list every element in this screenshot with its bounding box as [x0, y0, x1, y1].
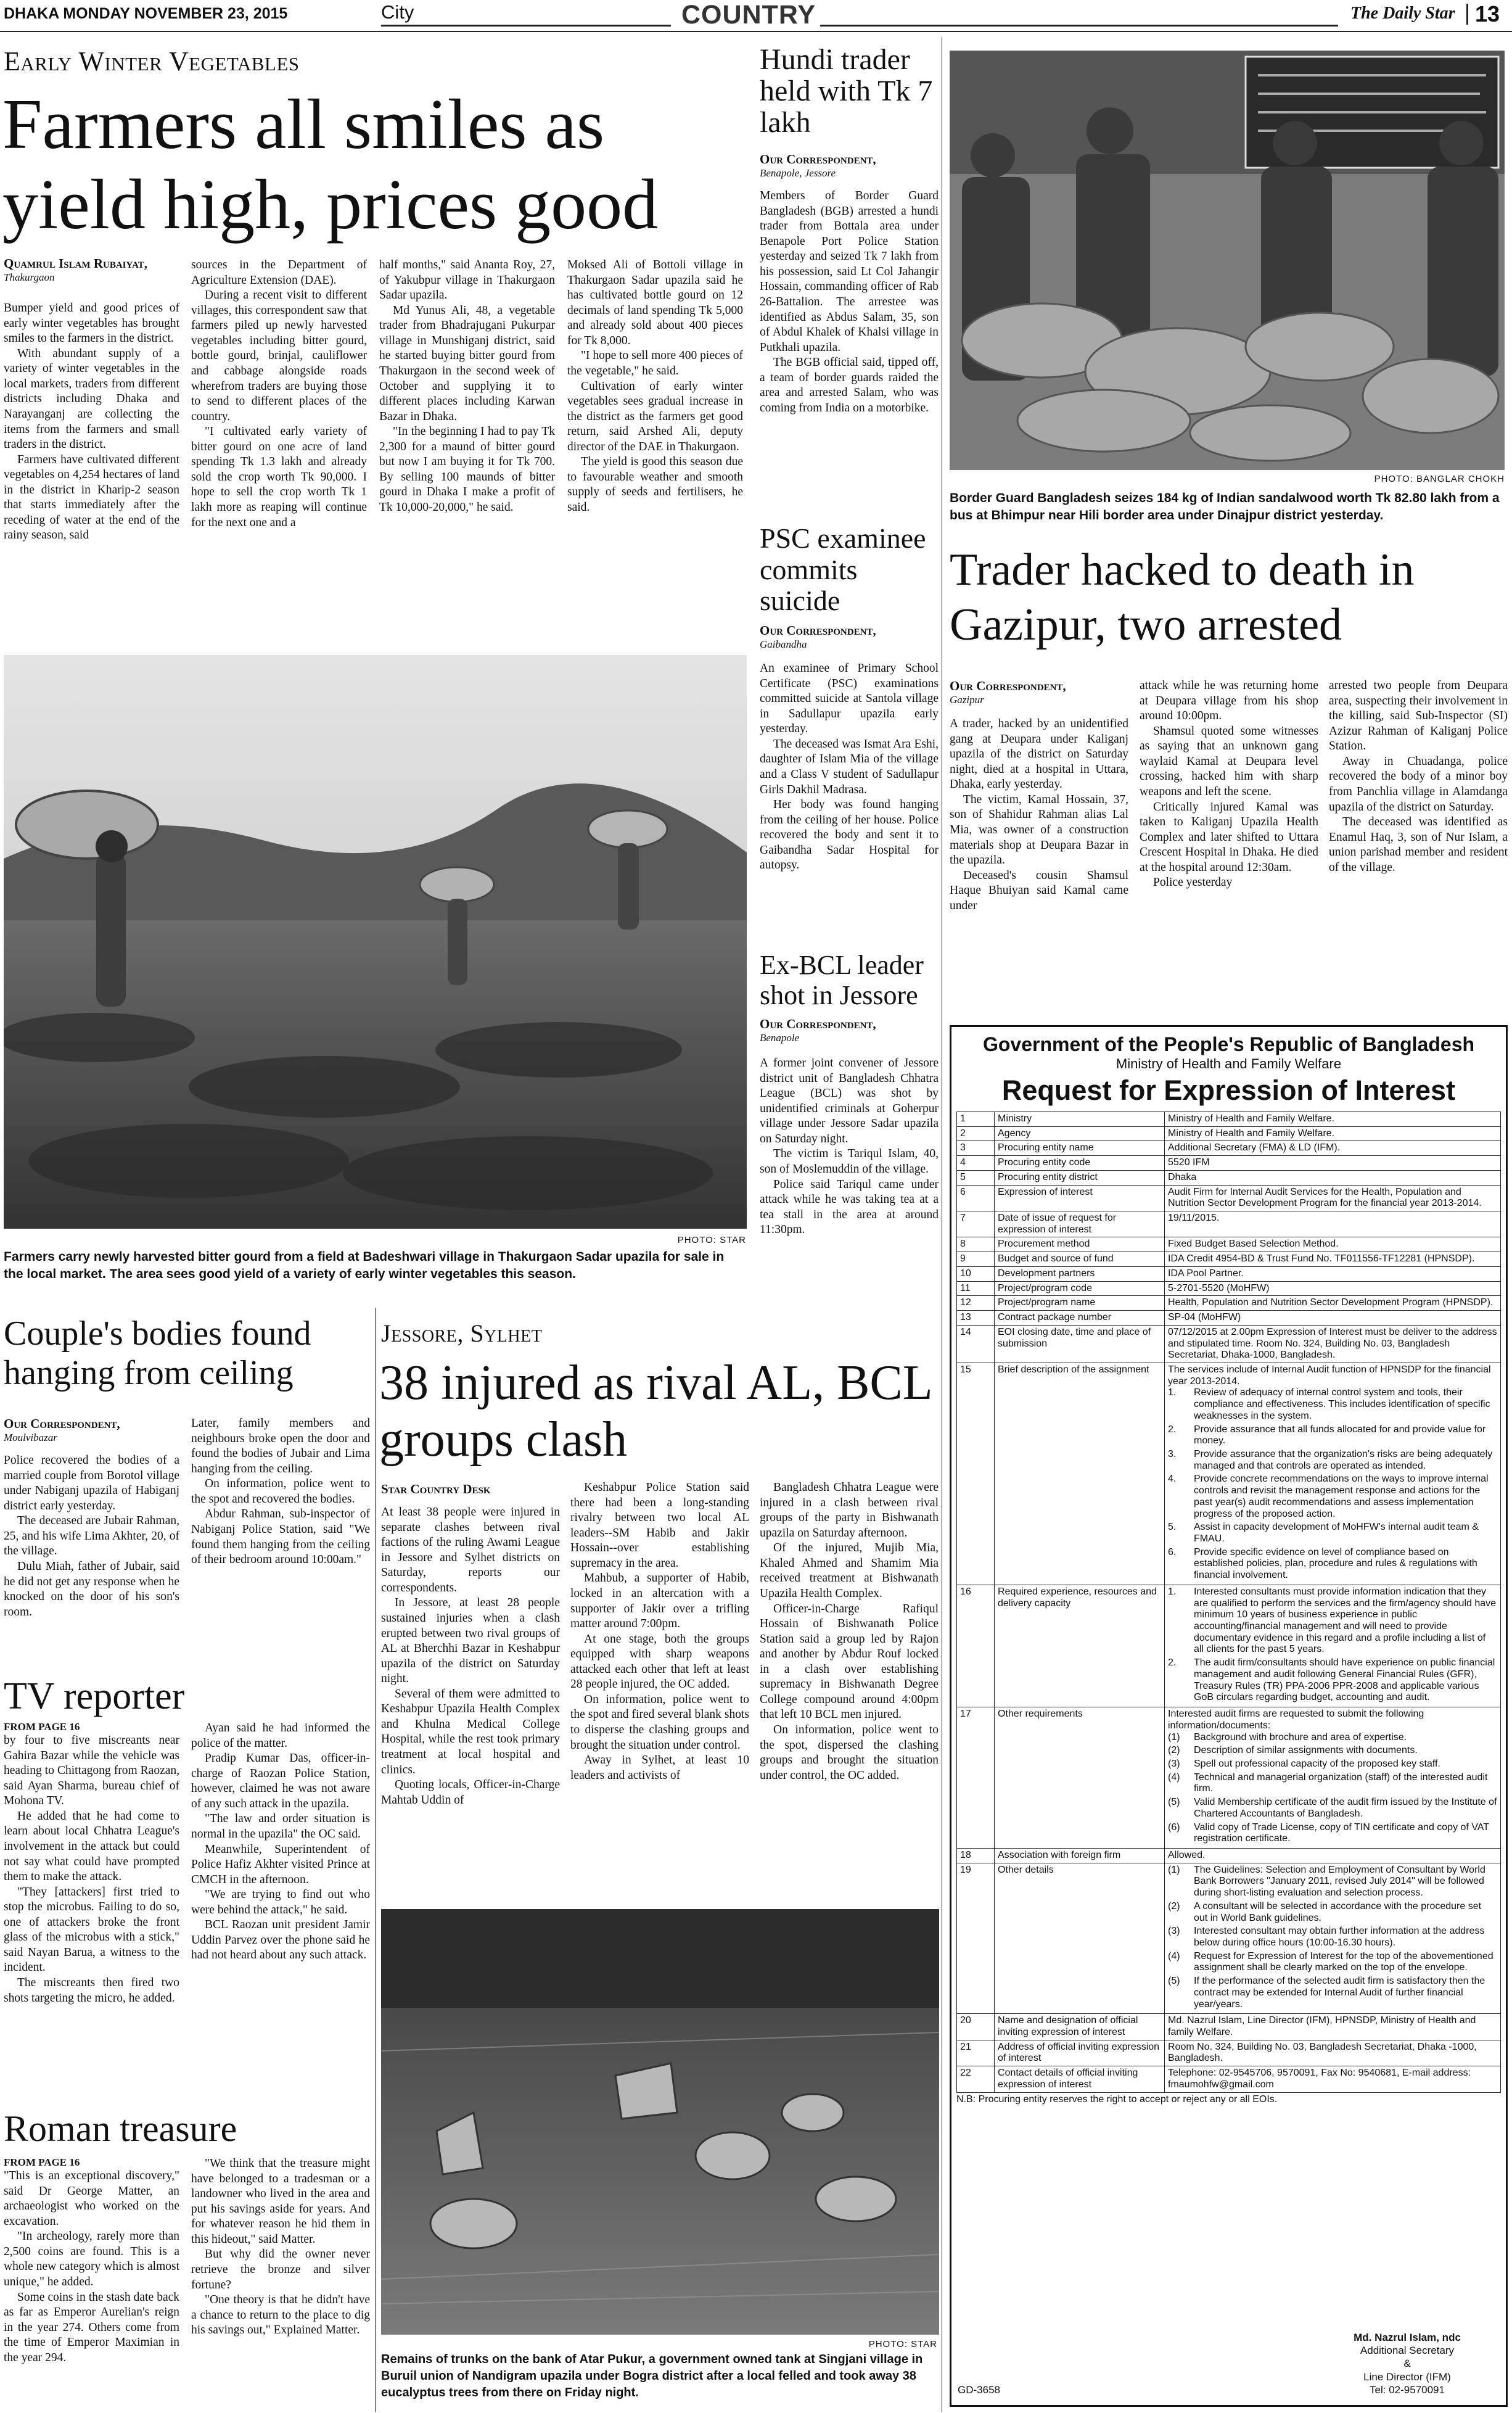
eoi-row-label: Other details	[995, 1863, 1165, 2014]
eoi-list-text: Provide specific evidence on level of compliance based on established policies, plan, procedure and rules & regulations with financial involvement.	[1194, 1546, 1477, 1581]
couple-col-2: Later, family members and neighbours broke open the door and found the bodies of Jubair and Lima hanging from the ceiling. On information, police went to the spot and recovered the bodies. Abdur Rahman, sub-inspector of Nabiganj Police Station, said "We found them hanging from the ceiling of their bedroom around 10:00am."	[191, 1417, 370, 1567]
eoi-list-item	[1168, 1732, 1497, 1744]
eoi-list-text: The audit firm/consultants should have experience on public financial management and audit following General Financial Rules (GFR), Treasury Rules (TR) PPA-2006 PPR-2008 and applicable various GoB circulars regarding budget, accounting and audit.	[1194, 1657, 1495, 1703]
trunks-photo	[381, 1909, 939, 2335]
eoi-row-label: Procuring entity district	[995, 1170, 1165, 1185]
sandalwood-photo-caption: Border Guard Bangladesh seizes 184 kg of Indian sandalwood worth Tk 82.80 lakh from a bus at Bhimpur near Hili border area under Dinajpur district yesterday.	[950, 491, 1500, 523]
eoi-row-value	[1165, 1266, 1501, 1281]
eoi-row-number: 4	[957, 1156, 995, 1171]
roman-col-2: "We think that the treasure might have belonged to a tradesman or a landowner who lived in the area and put his savings aside for years. And for whatever reason he hid them in this hideout," said Matter. But why did the owner never retrieve the bronze and silver fortune? "One theory is that he didn't have a chance to return to the place to dig his savings out," Explained Matter.	[191, 2157, 370, 2337]
eoi-row-list	[1168, 1865, 1497, 2011]
eoi-row	[957, 1211, 1501, 1237]
eoi-row-value	[1165, 1112, 1501, 1127]
eoi-row-number: 14	[957, 1325, 995, 1363]
eoi-row-value	[1165, 1311, 1501, 1326]
eoi-row-text: 5520 IFM	[1168, 1157, 1210, 1168]
eoi-row-text: Fixed Budget Based Selection Method.	[1168, 1239, 1339, 1250]
eoi-row-value	[1165, 1281, 1501, 1296]
farmers-col-1: Bumper yield and good prices of early winter vegetables has brought smiles to the farmers in the district. With abundant supply of a variety of winter vegetables in the local markets, traders from different districts including Dhaka and Narayanganj are collecting the items from the farmers and small traders in the district. Farmers have cultivated different vegetables on 4,254 hectares of land in the district in Kharip-2 season that starts immediately after the receding of water at the end of the rainy season, said	[4, 302, 179, 542]
trunks-photo-caption: Remains of trunks on the bank of Atar Pukur, a government owned tank at Singjani village in Buruil union of Nandigram upazila under Bogra district after a local felled and took away 38 eucalyptus trees from there on Friday night.	[381, 2353, 923, 2399]
masthead-section: COUNTRY	[681, 0, 816, 30]
eoi-row	[957, 1325, 1501, 1363]
eoi-row	[957, 1848, 1501, 1863]
ad-sig-name: Md. Nazrul Islam, ndc	[1354, 2331, 1461, 2343]
eoi-row-value	[1165, 2014, 1501, 2040]
roman-col-1: "This is an exceptional discovery," said Dr George Matter, an archaeologist who worked on the excavation. "In archeology, rarely more than 2,500 coins are found. This is a whole new category which is almost unique," he added. Some coins in the stash date back as far as Emperor Aurelian's reign in the year 274. Others come from the time of Emperor Maximian in the year 294.	[4, 2169, 179, 2364]
eoi-row-text: SP-04 (MoHFW)	[1168, 1312, 1241, 1323]
eoi-row	[957, 1237, 1501, 1252]
eoi-row-number: 18	[957, 1848, 995, 1863]
eoi-list-text: Provide concrete recommendations on the ways to improve internal controls and revisit the management response and actions for the past year(s) audit recommendations and assess implementation progress of the proposed action.	[1194, 1474, 1489, 1519]
tv-headline: TV reporter	[4, 1675, 185, 1717]
hundi-place: Benapole, Jessore	[760, 167, 836, 179]
eoi-row-number: 5	[957, 1170, 995, 1185]
farmers-kicker: Early Winter Vegetables	[4, 46, 300, 76]
column-rule-left	[375, 1308, 376, 2412]
eoi-row-number: 10	[957, 1266, 995, 1281]
eoi-list-number: 4.	[1168, 1474, 1177, 1485]
clash-headline: 38 injured as rival AL, BCL groups clash	[379, 1356, 931, 1467]
eoi-row-text: Interested audit firms are requested to submit the following information/documents:	[1168, 1709, 1424, 1731]
eoi-row-label: Contract package number	[995, 1311, 1165, 1326]
eoi-row	[957, 2014, 1501, 2040]
eoi-row-text: Telephone: 02-9545706, 9570091, Fax No: 9540681, E-mail address: fmaumohfw@gmail.com	[1168, 2068, 1471, 2090]
eoi-list-item	[1168, 1951, 1497, 1974]
eoi-row-number: 1	[957, 1112, 995, 1127]
eoi-row-value	[1165, 1296, 1501, 1311]
eoi-row-number: 6	[957, 1185, 995, 1211]
eoi-row-label: Project/program code	[995, 1281, 1165, 1296]
eoi-list-text: Provide assurance that all funds allocated for and provide value for money.	[1194, 1424, 1486, 1446]
eoi-row-label: Contact details of official inviting expression of interest	[995, 2066, 1165, 2092]
eoi-row-text: IDA Pool Partner.	[1168, 1268, 1244, 1279]
eoi-row-label: Procuring entity code	[995, 1156, 1165, 1171]
eoi-list-item	[1168, 1387, 1497, 1422]
eoi-list-number: 6.	[1168, 1546, 1177, 1557]
eoi-list-text: Background with brochure and area of expertise.	[1194, 1731, 1407, 1743]
eoi-row-label: Ministry	[995, 1112, 1165, 1127]
ad-sig-tel: Tel: 02-9570091	[1370, 2383, 1445, 2396]
eoi-row-label: Brief description of the assignment	[995, 1363, 1165, 1585]
eoi-row-text: Ministry of Health and Family Welfare.	[1168, 1128, 1335, 1139]
eoi-row	[957, 1252, 1501, 1267]
eoi-row-value	[1165, 1126, 1501, 1141]
eoi-list-text: A consultant will be selected in accordance with the procedure set out in World Bank guidelines.	[1194, 1900, 1482, 1923]
farmers-photo	[4, 655, 747, 1229]
eoi-row-label: Project/program name	[995, 1296, 1165, 1311]
eoi-list-number: (1)	[1168, 1731, 1180, 1743]
eoi-row-value	[1165, 1252, 1501, 1267]
eoi-list-item	[1168, 1822, 1497, 1845]
eoi-row-value	[1165, 2066, 1501, 2092]
eoi-row-text: 5-2701-5520 (MoHFW)	[1168, 1282, 1270, 1293]
eoi-row-number: 19	[957, 1863, 995, 2014]
eoi-row-list	[1168, 1387, 1497, 1582]
couple-byline-block	[4, 1416, 179, 1444]
eoi-list-text: Request for Expression of Interest for the top of the abovementioned assignment shall be clearly marked on the top of the envelope.	[1194, 1950, 1494, 1973]
eoi-row-text: Dhaka	[1168, 1171, 1197, 1182]
masthead-rule-right	[820, 25, 1338, 27]
eoi-row-label: Date of issue of request for expression of interest	[995, 1211, 1165, 1237]
eoi-row-number: 21	[957, 2040, 995, 2066]
eoi-row-value	[1165, 1848, 1501, 1863]
bcl-place: Benapole	[760, 1032, 800, 1044]
masthead-page-number: 13	[1475, 1, 1500, 27]
eoi-list-item	[1168, 1657, 1497, 1704]
eoi-list-text: Assist in capacity development of MoHFW's internal audit team & FMAU.	[1194, 1522, 1479, 1544]
eoi-row-number: 3	[957, 1141, 995, 1156]
eoi-row-label: Other requirements	[995, 1707, 1165, 1849]
eoi-list-number: 1.	[1168, 1387, 1177, 1398]
eoi-list-number: (2)	[1168, 1900, 1180, 1912]
eoi-row-text: 19/11/2015.	[1168, 1213, 1220, 1224]
eoi-row-text: Md. Nazrul Islam, Line Director (IFM), HPNSDP, Ministry of Health and family Welfare.	[1168, 2015, 1476, 2038]
ad-sig-title3: Line Director (IFM)	[1363, 2370, 1451, 2383]
eoi-row-text: Audit Firm for Internal Audit Services for the Health, Population and Nutrition Sector Development Program for the financial year 2013-2014.	[1168, 1186, 1482, 1209]
ad-note: N.B: Procuring entity reserves the right to accept or reject any or all EOIs.	[956, 2093, 1278, 2105]
farmers-photo-credit: PHOTO: STAR	[677, 1235, 746, 1245]
bcl-headline: Ex-BCL leader shot in Jessore	[760, 950, 924, 1011]
roman-headline: Roman treasure	[4, 2108, 237, 2149]
eoi-row-value	[1165, 1585, 1501, 1707]
eoi-row-value	[1165, 1211, 1501, 1237]
eoi-row	[957, 1112, 1501, 1127]
farmers-photo-caption: Farmers carry newly harvested bitter gourd from a field at Badeshwari village in Thakurgaon Sadar upazila for sale in the local market. The area sees good yield of a variety of early winter vegetables this season.	[4, 1250, 725, 1282]
eoi-row	[957, 1126, 1501, 1141]
eoi-row	[957, 1266, 1501, 1281]
eoi-row-number: 16	[957, 1585, 995, 1707]
eoi-list-item	[1168, 1797, 1497, 1820]
clash-col-2: Keshabpur Police Station said there had been a long-standing rivalry between two local AL leaders--SM Habib and Jakir Hossain--over establishing supremacy in the area. Mahbub, a supporter of Habib, locked in an altercation with a supporter of Jakir over a trifling matter around 7:00pm. At one stage, both the groups equipped with sharp weapons attacked each other that left at least 28 people injured, the OC added. On information, police went to the spot and fired several blank shots to disperse the clashing groups and brought the situation under control. Away in Sylhet, at least 10 leaders and activists of	[570, 1481, 749, 1782]
ad-title-ministry: Ministry of Health and Family Welfare	[1116, 1056, 1342, 1071]
masthead-dateline: DHAKA MONDAY NOVEMBER 23, 2015	[4, 5, 288, 22]
eoi-list-number: (4)	[1168, 1772, 1180, 1783]
eoi-row-label: Procuring entity name	[995, 1141, 1165, 1156]
eoi-list-item	[1168, 1745, 1497, 1757]
eoi-row-value	[1165, 1363, 1501, 1585]
ad-code: GD-3658	[958, 2384, 1000, 2396]
trader-headline: Trader hacked to death in Gazipur, two arrested	[950, 545, 1415, 650]
eoi-row	[957, 2040, 1501, 2066]
eoi-list-number: (3)	[1168, 1926, 1180, 1937]
ad-sig-title1: Additional Secretary	[1360, 2345, 1455, 2356]
eoi-list-number: (5)	[1168, 1797, 1180, 1808]
trader-col-3: arrested two people from Deupara area, suspecting their involvement in the killing, said Sub-Inspector (SI) Azizur Rahman of Kaliganj Police Station. Away in Chuadanga, police recovered the body of a minor boy from Panchlia village in Alamdanga upazila of the district on Saturday. The deceased was identified as Enamul Haq, 3, son of Nur Islam, a union parishad member and resident of the village.	[1329, 679, 1508, 874]
psc-byline-block	[760, 623, 939, 651]
couple-col-1: Police recovered the bodies of a married couple from Borotol village under Nabiganj upazila of Habiganj district early yesterday. The deceased are Jubair Rahman, 25, and his wife Lima Akhter, 20, of the village. Dulu Miah, father of Jubair, said he did not get any response when he knocked on the door of his son's room.	[4, 1454, 179, 1619]
eoi-list-text: Technical and managerial organization (staff) of the interested audit firm.	[1194, 1772, 1488, 1794]
eoi-list-text: Interested consultants must provide information indication that they are qualified to perform the services and the firm/agency should have minimum 10 years of business experience in public accounting/financial management and will need to provide documentary evidence in this regard and a profile including a list of all clients for the past 5 years.	[1194, 1586, 1497, 1655]
eoi-row-label: Development partners	[995, 1266, 1165, 1281]
tv-jump-label: FROM PAGE 16	[4, 1721, 80, 1733]
ad-title-request: Request for Expression of Interest	[1001, 1075, 1456, 1106]
eoi-row-number: 9	[957, 1252, 995, 1267]
eoi-row-text: The services include of Internal Audit function of HPNSDP for the financial year 2013-2014.	[1168, 1364, 1491, 1387]
eoi-list-item	[1168, 1901, 1497, 1924]
eoi-list-text: If the performance of the selected audit firm is satisfactory then the contract may be extended for Internal Audit of further financial year/years.	[1194, 1976, 1485, 2010]
eoi-table	[956, 1112, 1501, 2093]
eoi-row-number: 17	[957, 1707, 995, 1849]
trader-col-1: A trader, hacked by an unidentified gang at Deupara under Kaliganj upazila of the district on Saturday night, died at a hospital in Uttara, Dhaka, early yesterday. The victim, Kamal Hossain, 37, son of Shahidur Rahman alias Lal Mia, was owner of a construction materials shop at Deupara Bazar in the upazila. Deceased's cousin Shamsul Haque Bhuiyan said Kamal came under	[950, 717, 1128, 912]
eoi-row-text: Additional Secretary (FMA) & LD (IFM).	[1168, 1142, 1341, 1153]
eoi-row-number: 13	[957, 1311, 995, 1326]
eoi-row-value	[1165, 1156, 1501, 1171]
eoi-row-text: Allowed.	[1168, 1849, 1206, 1860]
bcl-body: A former joint convener of Jessore district unit of Bangladesh Chhatra League (BCL) was shot by unidentified criminals at Goherpur village under Jessore Sadar upazila on Saturday night. The victim is Tariqul Islam, 40, son of Moslemuddin of the village. Police said Tariqul came under attack while he was taking tea at a tea stall in the area at around 11:30pm.	[760, 1057, 939, 1237]
clash-kicker: Jessore, Sylhet	[381, 1319, 543, 1347]
eoi-list-number: 2.	[1168, 1424, 1177, 1435]
bcl-byline: Our Correspondent,	[760, 1017, 876, 1031]
eoi-list-text: Valid Membership certificate of the audit firm issued by the Institute of Chartered Accountants of Bangladesh.	[1194, 1797, 1497, 1819]
eoi-row	[957, 1863, 1501, 2014]
eoi-row-value	[1165, 1237, 1501, 1252]
eoi-row	[957, 1185, 1501, 1211]
eoi-row-label: Expression of interest	[995, 1185, 1165, 1211]
eoi-list-item	[1168, 1474, 1497, 1520]
hundi-byline-block	[760, 152, 939, 179]
farmers-col-2: sources in the Department of Agriculture Extension (DAE). During a recent visit to different villages, this correspondent saw that farmers piled up newly harvested vegetables including bitter gourd, bottle gourd, brinjal, cauliflower and cabbage alongside roads wherefrom traders are buying those to send to different places of the country. "I cultivated early variety of bitter gourd on one acre of land spending Tk 1.3 lakh and already sold the crop worth Tk 90,000. I hope to sell the crop worth Tk 1 lakh more as reaping will continue for the next one and a	[191, 258, 367, 529]
eoi-row-number: 11	[957, 1281, 995, 1296]
ad-title-government: Government of the People's Republic of Bangladesh	[982, 1033, 1475, 1055]
eoi-row-value	[1165, 1325, 1501, 1363]
farmers-col-4: Moksed Ali of Bottoli village in Thakurgaon Sadar upazila said he has cultivated bottle gourd on 12 decimals of land spending Tk 5,000 and already sold about 400 pieces for Tk 8,000. "I hope to sell more 400 pieces of the vegetable," he said. Cultivation of early winter vegetables sees gradual increase in the district as the farmers get good return, said Arshed Ali, deputy director of the DAE in Thakurgaon. The yield is good this season due to favourable weather and smooth supply of seeds and fertilisers, he said.	[567, 258, 743, 514]
eoi-list-number: 2.	[1168, 1657, 1177, 1668]
eoi-row-text: Health, Population and Nutrition Sector Development Program (HPNSDP).	[1168, 1297, 1494, 1308]
eoi-list-number: (6)	[1168, 1821, 1180, 1833]
farmers-place: Thakurgaon	[4, 271, 55, 284]
eoi-row	[957, 1156, 1501, 1171]
eoi-row-value	[1165, 2040, 1501, 2066]
eoi-list-number: (5)	[1168, 1976, 1180, 1987]
eoi-row	[957, 1585, 1501, 1707]
eoi-row	[957, 1363, 1501, 1585]
clash-col-3: Bangladesh Chhatra League were injured in a clash between rival groups of the party in Bishwanath upazila on Saturday afternoon. Of the injured, Mujib Mia, Khaled Ahmed and Shamim Mia received treatment at Bishwanath Upazila Health Complex. Officer-in-Charge Rafiqul Hossain of Bishwanath Police Station said a group led by Rajon and another by Abdur Rouf locked in a clash over establishing supremacy in Bishwanath Degree College compound around 4:00pm that left 10 BCL men injured. On information, police went to the spot, dispersed the clashing groups and brought the situation under control, the OC added.	[760, 1481, 939, 1782]
ad-sig-title2: &	[1403, 2357, 1411, 2370]
eoi-list-item	[1168, 1449, 1497, 1472]
trader-byline-block	[950, 679, 1128, 706]
eoi-row-value	[1165, 1185, 1501, 1211]
eoi-row-label: Required experience, resources and delivery capacity	[995, 1585, 1165, 1707]
eoi-list-item	[1168, 1522, 1497, 1545]
clash-col-1: At least 38 people were injured in separate clashes between rival factions of the ruling Awami League in Jessore and Sylhet districts on Saturday, reports our correspondents. In Jessore, at least 28 people sustained injuries when a clash erupted between two rival groups of AL at Bherchhi Bazar in Keshabpur upazila of the district on Saturday night. Several of them were admitted to Keshabpur Upazila Health Complex and Khulna Medical College Hospital, while the rest took primary treatment at local hospital and clinics. Quoting locals, Officer-in-Charge Mahtab Uddin of	[381, 1506, 560, 1807]
eoi-row-label: EOI closing date, time and place of submission	[995, 1325, 1165, 1363]
eoi-row	[957, 1707, 1501, 1849]
sandalwood-photo	[950, 51, 1505, 470]
eoi-row-text: 07/12/2015 at 2.00pm Expression of Interest must be deliver to the address and stipulated time. Room No. 324, Building No. 03, Bangladesh Secretariat, Dhaka-1000, Bangladesh.	[1168, 1326, 1497, 1361]
trader-col-2: attack while he was returning home at Deupara village from his shop around 10:00pm. Shamsul quoted some witnesses as saying that an unknown gang waylaid Kamal at Deupara level crossing, hacked him with sharp weapons and left the scene. Critically injured Kamal was taken to Kaliganj Upazila Health Complex and later shifted to Uttara Crescent Hospital in Dhaka. He died at the hospital around 12:30am. Police yesterday	[1140, 679, 1318, 889]
bcl-byline-block	[760, 1017, 939, 1044]
eoi-list-text: Description of similar assignments with documents.	[1194, 1745, 1418, 1756]
eoi-list-number: 1.	[1168, 1586, 1177, 1597]
eoi-list-item	[1168, 1865, 1497, 1899]
eoi-list-text: The Guidelines: Selection and Employment of Consultant by World Bank Borrowers "January 2011, revised July 2014" will be followed during short-listing evaluation and selection process.	[1194, 1864, 1485, 1899]
eoi-list-item	[1168, 1926, 1497, 1949]
eoi-list-number: (3)	[1168, 1758, 1180, 1769]
eoi-list-item	[1168, 1772, 1497, 1795]
eoi-row-value	[1165, 1707, 1501, 1849]
hundi-byline: Our Correspondent,	[760, 152, 876, 167]
roman-jump-label: FROM PAGE 16	[4, 2156, 80, 2168]
farmers-headline: Farmers all smiles as yield high, prices good	[2, 85, 659, 244]
farmers-byline: Quamrul Islam Rubaiyat,	[4, 256, 147, 271]
eoi-row-label: Name and designation of official inviting expression of interest	[995, 2014, 1165, 2040]
couple-headline: Couple's bodies found hanging from ceiling	[4, 1314, 311, 1393]
eoi-list-item	[1168, 1586, 1497, 1656]
eoi-list-number: (4)	[1168, 1950, 1180, 1961]
masthead-paper-logo: The Daily Star	[1350, 4, 1455, 23]
eoi-row-label: Procurement method	[995, 1237, 1165, 1252]
eoi-row-value	[1165, 1863, 1501, 2014]
eoi-list-number: (1)	[1168, 1864, 1180, 1875]
eoi-row	[957, 1170, 1501, 1185]
sandalwood-photo-credit: PHOTO: BANGLAR CHOKH	[1374, 474, 1505, 484]
clash-byline: Star Country Desk	[381, 1482, 491, 1496]
eoi-list-text: Valid copy of Trade License, copy of TIN certificate and copy of VAT registration certificate.	[1194, 1821, 1489, 1844]
eoi-row-number: 15	[957, 1363, 995, 1585]
eoi-row-label: Budget and source of fund	[995, 1252, 1165, 1267]
eoi-list-text: Review of adequacy of internal control system and tools, their compliance and effectiveness. This includes identification of specific weaknesses in the system.	[1194, 1387, 1490, 1421]
masthead-divider	[1466, 4, 1468, 25]
eoi-row-label: Address of official inviting expression of interest	[995, 2040, 1165, 2066]
farmers-field-image	[4, 655, 747, 1229]
eoi-row-text: Room No. 324, Building No. 03, Bangladesh Secretariat, Dhaka -1000, Bangladesh.	[1168, 2041, 1477, 2064]
eoi-list-item	[1168, 1759, 1497, 1770]
trader-place: Gazipur	[950, 694, 984, 706]
trunks-photo-credit: PHOTO: STAR	[868, 2339, 937, 2349]
eoi-row-text: Ministry of Health and Family Welfare.	[1168, 1113, 1335, 1124]
eoi-row-text: IDA Credit 4954-BD & Trust Fund No. TF011556-TF12281 (HPNSDP).	[1168, 1253, 1475, 1264]
psc-headline: PSC examinee commits suicide	[760, 522, 926, 617]
psc-byline: Our Correspondent,	[760, 623, 876, 638]
eoi-row-number: 8	[957, 1237, 995, 1252]
sandalwood-seizure-image	[950, 51, 1505, 470]
psc-place: Gaibandha	[760, 638, 807, 651]
eoi-list-text: Provide assurance that the organization's risks are being adequately managed and that controls are operated as intended.	[1194, 1448, 1493, 1471]
eoi-row-value	[1165, 1141, 1501, 1156]
ad-signature	[1315, 2331, 1500, 2396]
eoi-row-number: 22	[957, 2066, 995, 2092]
couple-byline: Our Correspondent,	[4, 1416, 120, 1431]
masthead-city: City	[381, 1, 414, 23]
hundi-body: Members of Border Guard Bangladesh (BGB) arrested a hundi trader from Bottala area under Benapole Port Police Station yesterday and seized Tk 7 lakh from his possession, said Lt Col Jahangir Hossain, commanding officer of Rab 26-Battalion. The arrestee was identified as Abdus Salam, 35, son of Abdul Khalek of Khalsi village in Putkhali upazila. The BGB official said, tipped off, a team of border guards raided the area and arrested Salam, who was coming from India on a motorbike.	[760, 189, 939, 415]
farmers-byline-block	[4, 256, 179, 284]
eoi-list-number: 5.	[1168, 1522, 1177, 1533]
eoi-row	[957, 1141, 1501, 1156]
eoi-list-text: Interested consultant may obtain further information at the address below during office hours (10:00-16.30 hours).	[1194, 1926, 1485, 1948]
hundi-headline: Hundi trader held with Tk 7 lakh	[760, 43, 933, 139]
eoi-row-label: Agency	[995, 1126, 1165, 1141]
eoi-row	[957, 2066, 1501, 2092]
masthead-rule-left	[381, 25, 671, 27]
eoi-list-item	[1168, 1547, 1497, 1582]
eoi-row-list	[1168, 1732, 1497, 1845]
eoi-row	[957, 1281, 1501, 1296]
tree-trunks-image	[381, 1909, 939, 2335]
farmers-col-3: half months," said Ananta Roy, 27, of Yakubpur village in Thakurgaon Sadar upazila. Md Yunus Ali, 48, a vegetable trader from Bhadrajugani Pukurpar village in Munshiganj district, said he started buying bitter gourd from Thakurgaon in the second week of October and supplying it to different places including Karwan Bazar in Dhaka. "In the beginning I had to pay Tk 2,300 for a maund of bitter gourd but now I am buying it for Tk 700. By selling 100 maunds of bitter gourd in Dhaka I make a profit of Tk 10,000-20,000," he said.	[379, 258, 555, 514]
eoi-list-number: 3.	[1168, 1448, 1177, 1459]
psc-body: An examinee of Primary School Certificate (PSC) examinations committed suicide at Santola village in Sadullapur upazila early yesterday. The deceased was Ismat Ara Eshi, daughter of Islam Mia of the village and a Class V student of Sadullapur Girls Dakhil Madrasa. Her body was found hanging from the ceiling of her house. Police recovered the body and sent it to Gaibandha Sadar Hospital for autopsy.	[760, 662, 939, 872]
masthead-bottom-rule	[0, 31, 1512, 32]
eoi-row-value	[1165, 1170, 1501, 1185]
eoi-list-text: Spell out professional capacity of the proposed key staff.	[1194, 1758, 1440, 1769]
eoi-row	[957, 1296, 1501, 1311]
eoi-row	[957, 1311, 1501, 1326]
eoi-row-label: Association with foreign firm	[995, 1848, 1165, 1863]
eoi-advertisement	[950, 1025, 1508, 2407]
couple-place: Moulvibazar	[4, 1432, 57, 1444]
tv-col-2: Ayan said he had informed the police of the matter. Pradip Kumar Das, officer-in-charge of Raozan Police Station, however, claimed he was not aware of any such attack in the upazila. "The law and order situation is normal in the upazila" the OC said. Meanwhile, Superintendent of Police Hafiz Akhter visited Prince at CMCH in the afternoon. "We are trying to find out who were behind the attack," he said. BCL Raozan unit president Jamir Uddin Parvez over the phone said he had not heard about any such attack.	[191, 1722, 370, 1962]
eoi-row-number: 2	[957, 1126, 995, 1141]
eoi-list-item	[1168, 1976, 1497, 2010]
eoi-row-number: 12	[957, 1296, 995, 1311]
eoi-row-number: 20	[957, 2014, 995, 2040]
eoi-list-item	[1168, 1424, 1497, 1447]
tv-col-1: by four to five miscreants near Gahira Bazar while the vehicle was heading to Chittagong from Raozan, said Ayan Sharma, bureau chief of Mohona TV. He added that he had come to learn about local Chhatra League's involvement in the attack but could not say what could have prompted them to make the attack. "They [attackers] first tried to stop the microbus. Failing to do so, one of attackers broke the front glass of the microbus with a stick," said Nayan Barua, a witness to the incident. The miscreants then fired two shots targeting the micro, he added.	[4, 1734, 179, 2005]
eoi-row-number: 7	[957, 1211, 995, 1237]
eoi-row-list	[1168, 1586, 1497, 1704]
trader-byline: Our Correspondent,	[950, 679, 1066, 693]
eoi-list-number: (2)	[1168, 1745, 1180, 1756]
